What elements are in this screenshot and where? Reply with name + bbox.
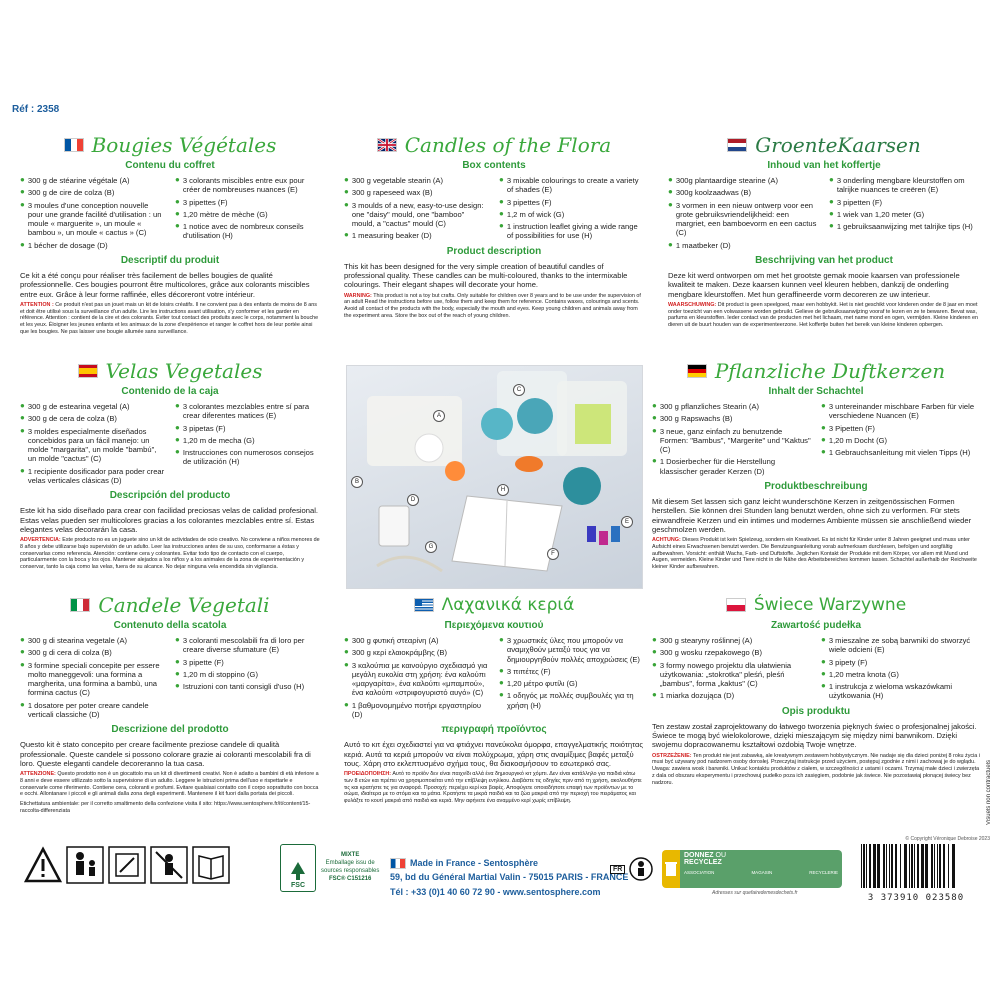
no-children-icon xyxy=(150,846,188,884)
warning-text: Dieses Produkt ist kein Spielzeug, sondern ein Kreativset. Es ist nicht für Kinder unter 8 Jahren geeignet und muss unter Aufsicht eines Erwachsenen benutzt werden. Die Benutzungsanleitung vorab aufmerksam durchlesen, befolgen und sorgfältig aufbewahren. Vorsicht: enthält Wachs, Farb- und Duftstoffe. Jeglichen Kontakt der Produkte mit dem Körper, vor allem mit Mund und Augen, vermeiden. Kleine Kinder und Tiere nicht in die Nähe des Arbeitsbereiches kommen lassen. Schachtel außerhalb der Reichweite kleiner Kinder aufbewahren. xyxy=(652,537,977,571)
list-item: 1,20 mètre de mèche (G) xyxy=(182,209,268,219)
list-item: 300 g de stéarine végétale (A) xyxy=(27,176,130,186)
barcode-bar xyxy=(873,844,876,888)
section-title: Candele Vegetali xyxy=(98,592,270,617)
footer xyxy=(12,842,988,912)
barcode-bar xyxy=(939,844,941,888)
recycle-url: Adresses sur quefairedemesdechets.fr xyxy=(712,890,798,896)
barcode-bar xyxy=(895,844,897,888)
made-in-france: Made in France - Sentosphère xyxy=(410,858,539,868)
barcode-bar xyxy=(889,844,890,888)
list-item: 3 pipetten (F) xyxy=(836,197,883,207)
list-item: 1 Dosierbecher für die Herstellung klassischer gerader Kerzen (D) xyxy=(659,457,776,476)
description: Ce kit a été conçu pour réaliser très facilement de belles bougies de qualité professionnelle. Ces bougies pourront être multicolores, grâce aux colorants miscibles entre eux. Grâce à leur forme raffinée, elles décoreront votre intérieur. xyxy=(20,271,310,299)
recycle-text: DONNEZ xyxy=(684,852,714,859)
list-item: 300 g de estearina vegetal (A) xyxy=(27,402,130,412)
recycle-banner xyxy=(662,850,842,888)
disclaimer-vertical: Visuels non contractuels xyxy=(986,760,992,825)
barcode-bar xyxy=(863,844,865,888)
section-title: Pflanzliche Duftkerzen xyxy=(714,358,946,383)
list-item: Instrucciones con numerosos consejos de utilización (H) xyxy=(182,448,314,467)
photo-label: B xyxy=(351,476,363,488)
photo-label: A xyxy=(433,410,445,422)
desc-heading: Beschrijving van het product xyxy=(755,254,893,266)
barcode-bar xyxy=(931,844,933,888)
list-item: 3 mixable colourings to create a variety of shades (E) xyxy=(506,176,639,195)
list-item: 3 vormen in een nieuw ontwerp voor een grote gebruiksvriendelijkheid: een margriet, een bamboevorm en een cactus (C) xyxy=(675,200,817,238)
section-pl: Świece Warzywne Zawartość pudełka ● 300 g stearyny roślinnej (A) ● 300 g wosku rzepakowego (B) ● 3 formy nowego projektu dla ułatwienia użytkowania: „stokrotka" pleśń, pleśń „bambus", forma „kaktus" (C) ● 1 miarka dozująca (D) ● 3 mieszalne ze sobą barwniki do stworzyć wiele odcieni (E) ● 3 pipety (F) ● 1,20 metra knota (G) ● 1 instrukcja z wieloma wskazówkami użytkowania (H) Opis produktu Ten zestaw został zaprojektowany do łatwego tworzenia pięknych świec o profesjonalnej jakości. Świece te mogą być wielokolorowe, dzięki mieszającym się między nimi barwnikom. Dzięki swojemu dopracowanemu kształtowi ozdobią Twoje wnętrze. OSTRZEŻENIE: Ten produkt nie jest zabawką, ale kreatywnym zestawem hobbystycznym. Nie nadaje się dla dzieci poniżej 8 roku życia i musi być używany pod nadzorem osoby dorosłej. Przeczytaj instrukcje przed użyciem, postępuj zgodnie z nimi i zachowaj je do wglądu. Uwaga: zawiera wosk i barwniki. Unikać kontaktu produktów z ciałem, w szczególności z ustami i oczami. Trzymaj małe dzieci i zwierzęta z dala od obszaru eksperymentu i przechowuj pudełko poza ich zasięgiem, podobnie jak świece. Nie pozostawiaj płonącej świecy bez nadzoru. xyxy=(652,594,980,786)
list-item: 300g koolzaadwas (B) xyxy=(675,188,751,198)
section-fr: Bougies Végétales Contenu du coffret ● 300 g de stéarine végétale (A) ● 300 g de cire de colza (B) ● 3 moules d'une conception nouvelle pour une grande facilité d'utilisation : un moule « marguerite », un moule « bambou », un moule « cactus » (C) ● 1 bécher de dosage (D) ● 3 colorants miscibles entre eux pour créer de nombreuses nuances (E) ● 3 pipettes (F) ● 1,20 mètre de mèche (G) ● 1 notice avec de nombreux conseils d'utilisation (H) Descriptif du produit Ce kit a été conçu pour réaliser très facilement de belles bougies de qualité professionnelle. Ces bougies pourront être multicolores, grâce aux colorants miscibles entre eux. Grâce à leur forme raffinée, elles décoreront votre intérieur. ATTENTION : Ce produit n'est pas un jouet mais un kit de loisirs créatifs. Il ne convient pas à des enfants de moins de 8 ans et doit être utilisé sous la surveillance d'un adulte. Lire les instructions avant utilisation, s'y conformer et les garder en référence. Attention : contient de la cire et des colorants. Éviter tout contact des produits avec le corps, notamment la bouche et les yeux. Éloigner les jeunes enfants et les animaux de la zone d'expérience et ranger le coffret hors de leur portée ainsi que les bougies. Ne pas laisser une bougie allumée sans surveillance. xyxy=(20,132,319,335)
barcode-number: 3 373910 023580 xyxy=(867,893,965,903)
section-title: Candles of the Flora xyxy=(404,132,612,157)
list-item: 300 g pflanzliches Stearin (A) xyxy=(659,402,760,412)
triman-icon xyxy=(628,856,654,882)
box-heading: Contenu du coffret xyxy=(125,160,215,171)
section-title: Λαχανικά κεριά xyxy=(441,594,575,615)
box-heading: Contenuto della scatola xyxy=(113,620,227,631)
list-item: 3 καλούπια με καινούργιο σχεδιασμό για μεγάλη ευκολία στη χρήση: ένα καλούπι «μαργαρίτα», ένα καλούπι «μπαμπού», ένα καλούπι «στριφογυριστό αυγό» (C) xyxy=(351,660,488,698)
france-flag-icon xyxy=(64,138,84,152)
photo-label: F xyxy=(547,548,559,560)
desc-heading: περιγραφή προϊόντος xyxy=(441,724,547,736)
list-item: 3 formy nowego projektu dla ułatwienia użytkowania: „stokrotka" pleśń, pleśń „bambus", forma „kaktus" (C) xyxy=(659,660,792,689)
barcode-bar xyxy=(925,844,928,888)
uk-flag-icon xyxy=(377,138,397,152)
desc-heading: Descripción del producto xyxy=(109,490,231,502)
recycle-category: ASSOCIATION xyxy=(684,869,715,875)
photo-label: G xyxy=(425,541,437,553)
warning-text: Αυτό το προϊόν δεν είναι παιχνίδι αλλά ένα δημιουργικό κιτ χόμπι. Δεν είναι κατάλληλο για παιδιά κάτω των 8 ετών και πρέπει να χρησιμοποιείται υπό την επίβλεψη ενηλίκου. Διαβάστε τις οδηγίες πριν από τη χρήση, ακολουθήστε τις και κρατήστε τις για αναφορά. Προσοχή: περιέχει κερί και βαφές. Αποφύγετε οποιαδήποτε επαφή των προϊόντων με το σώμα, ιδιαίτερα με το στόμα και τα μάτια. Κρατήστε τα μικρά παιδιά και τα ζώα μακριά από την περιοχή του πειράματος και φυλάξτε το κουτί μακριά από παιδιά και κεριά. Μην αφήνετε ένα αναμμένο κερί χωρίς επίβλεψη. xyxy=(344,771,642,805)
section-it: Candele Vegetali Contenuto della scatola ● 300 g di stearina vegetale (A) ● 300 g di cera di colza (B) ● 3 formine speciali concepite per essere molto maneggevoli: una formina a margherita, una formina a bambù, una formina cactus (C) ● 1 dosatore per poter creare candele verticali classiche (D) ● 3 coloranti mescolabili fra di loro per creare diverse sfumature (E) ● 3 pipette (F) ● 1,20 m di stoppino (G) ● Istruzioni con tanti consigli d'uso (H) Descrizione del prodotto Questo kit è stato concepito per creare facilmente preziose candele di qualità professionale. Queste candele si possono colorare grazie ai coloranti mescolabili fra di loro. Queste eleganti candele decoreranno la tua casa. ATTENZIONE: Questo prodotto non è un giocattolo ma un kit di divertimenti creativi. Non è adatto a bambini di età inferiore a 8 anni e deve essere utilizzato sotto la supervisione di un adulto. Leggere le istruzioni prima dell'uso e rispettarle e conservarle come riferimento. Contiene cera, coloranti e profumi. Evitare qualsiasi contatto con il corpo soprattutto con bocca e occhi. Allontanare i piccoli e gli animali dalla zona degli esperimenti. Mantenere il kit fuori dalla portata dei piccoli. Etichettatura ambientale: per il corretto smaltimento della confezione visita il sito: https://www.sentosphere.fr/it/content/15-raccolta-differenziata xyxy=(20,592,319,814)
warning-text: Ce produit n'est pas un jouet mais un kit de loisirs créatifs. Il ne convient pas à des enfants de moins de 8 ans et doit être utilisé sous la surveillance d'un adulte. Lire les instructions avant utilisation, s'y conformer et les garder en référence. Attention : contient de la cire et des colorants. Éviter tout contact des produits avec le corps, notamment la bouche et les yeux. Éloigner les jeunes enfants et les animaux de la zone d'expérience et ranger le coffret hors de leur portée ainsi que les bougies. Ne pas laisser une bougie allumée sans surveillance. xyxy=(20,301,319,335)
description: Αυτό το κιτ έχει σχεδιαστεί για να φτιάχνει πανεύκολα όμορφα, επαγγελματικής ποιότητας κεριά. Αυτά τα κεριά μπορούν να είναι πολύχρωμα, χάρη στις αναμίξιμες βαφές μεταξύ τους. Χάρη στο εκλεπτυσμένο σχήμα τους, θα διακοσμήσουν το εσωτερικό σας. xyxy=(344,740,644,768)
barcode-bar xyxy=(934,844,935,888)
box-heading: Zawartość pudełka xyxy=(770,620,862,631)
list-item: 3 colorants miscibles entre eux pour créer de nombreuses nuances (E) xyxy=(182,176,305,195)
desc-heading: Produktbeschreibung xyxy=(764,480,868,492)
section-nl: GroenteKaarsen Inhoud van het koffertje ● 300g plantaardige stearine (A) ● 300g koolzaadwas (B) ● 3 vormen in een nieuw ontwerp voor een grote gebruiksvriendelijkheid: een margriet, een bamboevorm en een cactus (C) ● 1 maatbeker (D) ● 3 onderling mengbare kleurstoffen om talrijke nuances te creëren (E) ● 3 pipetten (F) ● 1 wiek van 1,20 meter (G) ● 1 gebruiksaanwijzing met talrijke tips (H) Beschrijving van het product Deze kit werd ontworpen om met het grootste gemak mooie kaarsen van professionele kwaliteit te maken. Deze kaarsen kunnen veel kleuren hebben, dankzij de onderling mengbare kleurstoffen. Met hun geraffineerde vorm decoreren ze uw interieur. WAARSCHUWING: Dit product is geen speelgoed, maar een hobbykit. Het is niet geschikt voor kinderen onder de 8 jaar en moet onder toezicht van een volwassene worden gebruikt. Gelieve de gebruiksaanwijzing vooraf te lezen en ze te bewaren. Bevat was, parfums en kleurstoffen. Ieder contact van de producten met het lichaam, met name mond en ogen, vermijden. Kleine kinderen en dieren uit de buurt houden van de experimenteerzone. Het koffertje buiten het bereik van kleine kinderen opbergen. xyxy=(668,132,979,329)
section-de: Pflanzliche Duftkerzen Inhalt der Schachtel ● 300 g pflanzliches Stearin (A) ● 300 g Rapswachs (B) ● 3 neue, ganz einfach zu benutzende Formen: "Bambus", "Margerite" und "Kaktus" (C) ● 1 Dosierbecher für die Herstellung klassischer gerader Kerzen (D) ● 3 untereinander mischbare Farben für viele verschiedene Nuancen (E) ● 3 Pipetten (F) ● 1,20 m Docht (G) ● 1 Gebrauchsanleitung mit vielen Tipps (H) Produktbeschreibung Mit diesem Set lassen sich ganz leicht wunderschöne Kerzen in zeitgenössischen Formen herstellen. Sie können drei Stunden lang benutzt werden, ohne sich zu verformen. Für stets einwandfreie Kerzen und ein intimes und modernes Ambiente müssen sie anschließend wieder geschmolzen werden. ACHTUNG: Dieses Produkt ist kein Spielzeug, sondern ein Kreativset. Es ist nicht für Kinder unter 8 Jahren geeignet und muss unter Aufsicht eines Erwachsenen benutzt werden. Die Benutzungsanleitung vorab aufmerksam durchlesen, befolgen und sorgfältig aufbewahren. Vorsicht: enthält Wachs, Farb- und Duftstoffe. Jeglichen Kontakt der Produkte mit dem Körper, vor allem mit Mund und Augen, vermeiden. Kleine Kinder und Tiere nicht in die Nähe des Arbeitsbereiches kommen lassen. Schachtel außerhalb der Reichweite kleiner Kinder aufbewahren. xyxy=(652,358,980,574)
desc-heading: Opis produktu xyxy=(781,705,851,717)
list-item: 300 g κερί ελαιοκράμβης (B) xyxy=(351,648,447,658)
description: This kit has been designed for the very simple creation of beautiful candles of professional quality. These candles can be multi-coloured, thanks to the intermixable colourings. Their elegant shapes will decorate your home. xyxy=(344,261,628,290)
barcode-bar xyxy=(921,844,924,888)
list-item: 1,2 m of wick (G) xyxy=(506,209,565,219)
barcode-bar xyxy=(943,844,945,888)
list-item: 300 g de cire de colza (B) xyxy=(27,188,115,198)
warning-label: ATTENTION : xyxy=(20,301,54,308)
safety-icons xyxy=(24,846,230,884)
description: Questo kit è stato concepito per creare facilmente preziose candele di qualità professionale. Queste candele si possono colorare grazie ai coloranti mescolabili fra di loro. Queste eleganti candele decoreranno la tua casa. xyxy=(20,740,311,768)
list-item: 3 moulds of a new, easy-to-use design: one "daisy" mould, one "bamboo" mould, a "cactus" mould (C) xyxy=(351,200,484,229)
product-illustration xyxy=(347,366,642,588)
list-item: 1 gebruiksaanwijzing met talrijke tips (H) xyxy=(836,222,973,232)
list-item: 3 coloranti mescolabili fra di loro per creare diverse sfumature (E) xyxy=(182,636,305,655)
box-heading: Περιεχόμενα κουτιού xyxy=(444,620,544,631)
poland-flag-icon xyxy=(726,598,746,612)
section-title: Bougies Végétales xyxy=(91,132,277,157)
italy-flag-icon xyxy=(70,598,90,612)
env-label: Etichettatura ambientale: per il corretto smaltimento della confezione visita il sito: https://www.sentosphere.fr/it/content/15-raccolta-differenziata xyxy=(20,801,311,814)
recycle-text: RECYCLEZ xyxy=(684,859,722,867)
list-item: 300 g stearyny roślinnej (A) xyxy=(659,636,753,646)
list-item: 300 g φυτική στεαρίνη (A) xyxy=(351,636,439,646)
list-item: 3 pipette (F) xyxy=(182,657,224,667)
list-item: 3 untereinander mischbare Farben für viele verschiedene Nuancen (E) xyxy=(828,402,975,421)
reference-number: Réf : 2358 xyxy=(12,104,60,115)
warning-label: ATTENZIONE: xyxy=(20,771,56,778)
list-item: 1 wiek van 1,20 meter (G) xyxy=(836,209,925,219)
phone-website: Tél : +33 (0)1 40 60 72 90 - www.sentosphere.com xyxy=(390,886,601,897)
photo-label: E xyxy=(621,516,633,528)
barcode-bar xyxy=(877,844,880,888)
fsc-line: sources responsables xyxy=(321,868,380,874)
fsc-line: MIXTE xyxy=(341,852,360,859)
list-item: 3 pipettes (F) xyxy=(182,197,228,207)
list-item: 1 measuring beaker (D) xyxy=(351,231,432,241)
barcode-bar xyxy=(948,844,949,888)
list-item: 1 maatbeker (D) xyxy=(675,240,731,250)
fsc-logo-icon xyxy=(280,844,316,892)
tools-icon xyxy=(108,846,146,884)
list-item: 3 mieszalne ze sobą barwniki do stworzyć wiele odcieni (E) xyxy=(828,636,971,655)
barcode-bar xyxy=(891,844,893,888)
list-item: 1 dosatore per poter creare candele verticali classiche (D) xyxy=(27,700,149,719)
barcode-bar xyxy=(904,844,907,888)
list-item: 3 neue, ganz einfach zu benutzende Formen: "Bambus", "Margerite" und "Kaktus" (C) xyxy=(659,426,811,455)
fsc-line: Emballage issu de xyxy=(325,860,375,867)
list-item: 3 onderling mengbare kleurstoffen om talrijke nuances te creëren (E) xyxy=(836,176,965,195)
company-info xyxy=(390,856,628,899)
list-item: 1 recipiente dosificador para poder crear velas verticales clásicas (D) xyxy=(27,466,165,485)
list-item: 300 g Rapswachs (B) xyxy=(659,414,733,424)
list-item: 1 instruction leaflet giving a wide range of possibilities for use (H) xyxy=(506,222,638,241)
list-item: 3 χρωστικές ύλες που μπορούν να αναμιχθούν μεταξύ τους για να δημιουργηθούν πολλές αποχρώσεις (E) xyxy=(506,636,640,664)
list-item: 3 formine speciali concepite per essere molto maneggevoli: una formina a margherita, una formina a bambù, una formina cactus (C) xyxy=(27,660,160,698)
barcode-bar xyxy=(914,844,915,888)
netherlands-flag-icon xyxy=(727,138,747,152)
barcode-bar xyxy=(911,844,913,888)
warning-label: OSTRZEŻENIE: xyxy=(652,752,692,759)
desc-heading: Product description xyxy=(446,245,542,257)
warning-text: Dit product is geen speelgoed, maar een hobbykit. Het is niet geschikt voor kinderen onder de 8 jaar en moet onder toezicht van een volwassene worden gebruikt. Gelieve de gebruiksaanwijzing vooraf te lezen en ze te bewaren. Bevat was, parfums en kleurstoffen. Ieder contact van de producten met het lichaam, met name mond en ogen, vermijden. Kleine kinderen en dieren uit de buurt houden van de experimenteerzone. Het koffertje buiten het bereik van kleine kinderen opbergen. xyxy=(668,301,979,329)
warning-label: ACHTUNG: xyxy=(652,537,681,544)
section-gr: Λαχανικά κεριά Περιεχόμενα κουτιού ● 300 g φυτική στεαρίνη (A) ● 300 g κερί ελαιοκράμβης (B) ● 3 καλούπια με καινούργιο σχεδιασμό για μεγάλη ευκολία στη χρήση: ένα καλούπι «μαργαρίτα», ένα καλούπι «μπαμπού», ένα καλούπι «στριφογυριστό αυγό» (C) ● 1 βαθμονομημένο ποτήρι εργαστηρίου (D) ● 3 χρωστικές ύλες που μπορούν να αναμιχθούν μεταξύ τους για να δημιουργηθούν πολλές αποχρώσεις (E) ● 3 πιπέτες (F) ● 1,20 μέτρο φυτίλι (G) ● 1 οδηγός με πολλές συμβουλές για τη χρήση (H) περιγραφή προϊόντος Αυτό το κιτ έχει σχεδιαστεί για να φτιάχνει πανεύκολα όμορφα, επαγγελματικής ποιότητας κεριά. Αυτά τα κεριά μπορούν να είναι πολύχρωμα, χάρη στις αναμίξιμες βαφές μεταξύ τους. Χάρη στο εκλεπτυσμένο σχήμα τους, θα διακοσμήσουν το εσωτερικό σας. ΠΡΟΕΙΔΟΠΟΙΗΣΗ: Αυτό το προϊόν δεν είναι παιχνίδι αλλά ένα δημιουργικό κιτ χόμπι. Δεν είναι κατάλληλο για παιδιά κάτω των 8 ετών και πρέπει να χρησιμοποιείται υπό την επίβλεψη ενηλίκου. Διαβάστε τις οδηγίες πριν από τη χρήση, ακολουθήστε τις και κρατήστε τις για αναφορά. Προσοχή: περιέχει κερί και βαφές. Αποφύγετε οποιαδήποτε επαφή των προϊόντων με το σώμα, ιδιαίτερα με το στόμα και τα μάτια. Κρατήστε τα μικρά παιδιά και τα ζώα μακριά από την περιοχή του πειράματος και φυλάξτε το κουτί μακριά από παιδιά και κεριά. Μην αφήνετε ένα αναμμένο κερί χωρίς επίβλεψη. xyxy=(344,594,644,805)
list-item: 1,20 m de mecha (G) xyxy=(182,435,255,445)
bin-icon xyxy=(662,850,680,888)
box-heading: Inhalt der Schachtel xyxy=(768,386,864,397)
section-title: GroenteKaarsen xyxy=(755,132,921,157)
list-item: 300 g de cera de colza (B) xyxy=(27,414,117,424)
barcode-bar xyxy=(900,844,901,888)
box-heading: Contenido de la caja xyxy=(121,386,219,397)
list-item: 300 g wosku rzepakowego (B) xyxy=(659,648,762,658)
barcode-bar xyxy=(952,844,955,888)
warning-text: Ten produkt nie jest zabawką, ale kreatywnym zestawem hobbystycznym. Nie nadaje się dla dzieci poniżej 8 roku życia i musi być używany pod nadzorem osoby dorosłej. Przeczytaj instrukcje przed użyciem, postępuj zgodnie z nimi i zachowaj je do wglądu. Uwaga: zawiera wosk i barwniki. Unikać kontaktu produktów z ciałem, w szczególności z ustami i oczami. Trzymaj małe dzieci i zwierzęta z dala od obszaru eksperymentu i przechowuj pudełko poza ich zasięgiem, podobnie jak świece. Nie pozostawiaj płonącej świecy bez nadzoru. xyxy=(652,752,980,786)
adult-supervision-icon xyxy=(66,846,104,884)
barcode-bars xyxy=(857,844,975,888)
barcode-bar xyxy=(886,844,887,888)
list-item: 3 pipety (F) xyxy=(828,657,868,667)
spain-flag-icon xyxy=(78,364,98,378)
barcode-bar xyxy=(869,844,871,888)
photo-label: D xyxy=(407,494,419,506)
section-en: Candles of the Flora Box contents ● 300 g vegetable stearin (A) ● 300 g rapeseed wax (B) ● 3 moulds of a new, easy-to-use design: one "daisy" mould, one "bamboo" mould, a "cactus" mould (C) ● 1 measuring beaker (D) ● 3 mixable colourings to create a variety of shades (E) ● 3 pipettes (F) ● 1,2 m of wick (G) ● 1 instruction leaflet giving a wide range of possibilities for use (H) Product description This kit has been designed for the very simple creation of beautiful candles of professional quality. These candles can be multi-coloured, thanks to the intermixable colourings. Their elegant shapes will decorate your home. WARNING: This product is not a toy but crafts. Only suitable for children over 8 years and to be use under the supervision of an adult Read the instructions before use, follow them and keep them for reference. Contains waxes, colourings and scents. Avoid all contact of the products with the body, especially the mouth and eyes. Keep young children and animals away from the experiment area. Store the box out of the reach of young children. xyxy=(344,132,644,323)
warning-label: WARNING: xyxy=(344,292,372,299)
description: Deze kit werd ontworpen om met het grootste gemak mooie kaarsen van professionele kwaliteit te maken. Deze kaarsen kunnen veel kleuren hebben, dankzij de onderling mengbare kleurstoffen. Met hun geraffineerde vorm decoreren ze uw interieur. xyxy=(668,271,960,299)
copyright: © Copyright Véronique Debroise 2023 xyxy=(905,836,990,842)
barcode-bar xyxy=(866,844,867,888)
warning-text: Este producto no es un juguete sino un kit de actividades de ocio creativo. No conviene a niños menores de 8 años y debe utilizarse bajo supervisión de un adulto. Leer las instrucciones antes de su uso, conformarse a éstas y conservarlas como referencia. Atención: contiene cera y colorantes. Evitar todo tipo de contacto con el cuerpo, particularmente con la boca y los ojos. Mantener alejados a los niños y a los animales de la zona de experimentación y conservar, tanto la caja como las velas, fuera de su alcance. No dejar ninguna vela encendida sin vigilancia. xyxy=(20,537,320,571)
warning-label: ΠΡΟΕΙΔΟΠΟΙΗΣΗ: xyxy=(344,771,392,778)
list-item: 1,20 m Docht (G) xyxy=(828,435,888,445)
section-title: Świece Warzywne xyxy=(753,594,907,615)
list-item: 300 g vegetable stearin (A) xyxy=(351,176,444,186)
warning-label: ADVERTENCIA: xyxy=(20,537,61,544)
warning-triangle-icon xyxy=(24,846,62,884)
list-item: 3 colorantes mezclables entre sí para crear diferentes matices (E) xyxy=(182,402,310,421)
photo-label: H xyxy=(497,484,509,496)
warning-text: This product is not a toy but crafts. Only suitable for children over 8 years and to be use under the supervision of an adult Read the instructions before use, follow them and keep them for reference. Contains waxes, colourings and scents. Avoid all contact of the products with the body, especially the mouth and eyes. Keep young children and animals away from the experiment area. Store the box out of the reach of young children. xyxy=(344,292,641,319)
germany-flag-icon xyxy=(687,364,707,378)
product-photo xyxy=(346,365,643,589)
barcode-bar xyxy=(861,844,862,888)
warning-text: Questo prodotto non è un giocattolo ma un kit di divertimenti creativi. Non è adatto a bambini di età inferiore a 8 anni e deve essere utilizzato sotto la supervisione di un adulto. Leggere le istruzioni prima dell'uso e rispettarle e conservarle come riferimento. Contiene cera, coloranti e profumi. Evitare qualsiasi contatto con il corpo soprattutto con bocca e occhi. Allontanare i piccoli e gli animali dalla zona degli esperimenti. Mantenere il kit fuori dalla portata dei piccoli. xyxy=(20,771,319,798)
recycle-category: RECYCLERIE xyxy=(809,869,838,875)
triman-block xyxy=(610,856,654,882)
barcode-bar xyxy=(909,844,910,888)
desc-heading: Descriptif du produit xyxy=(120,254,220,266)
list-item: 1,20 μέτρο φυτίλι (G) xyxy=(506,679,578,689)
france-flag-icon xyxy=(390,858,406,869)
list-item: 3 pipetas (F) xyxy=(182,423,226,433)
recycle-text: OU xyxy=(715,852,727,859)
description: Ten zestaw został zaprojektowany do łatwego tworzenia pięknych świec o profesjonalnej jakości. Świece te mogą być wielokolorowe, dzięki mieszającym się między nimi barwnikom. Dzięki swojemu dopracowanemu kształtowi ozdobią Twoje wnętrze. xyxy=(652,721,977,750)
desc-heading: Descrizione del prodotto xyxy=(111,724,229,736)
photo-label: C xyxy=(513,384,525,396)
list-item: 3 πιπέτες (F) xyxy=(506,666,551,676)
list-item: 3 moules d'une conception nouvelle pour une grande facilité d'utilisation : un moule « marguerite », un moule « bambou », un moule « cactus » (C) xyxy=(27,200,162,238)
list-item: 1,20 metra knota (G) xyxy=(828,669,899,679)
triman-fr: FR xyxy=(610,865,625,874)
list-item: 3 pipettes (F) xyxy=(506,197,552,207)
warning-label: WAARSCHUWING: xyxy=(668,301,717,308)
barcode-bar xyxy=(883,844,885,888)
fsc-logo-text: FSC xyxy=(291,882,305,889)
barcode-bar xyxy=(917,844,919,888)
address: 59, bd du Général Martial Valin - 75015 PARIS - FRANCE xyxy=(390,872,629,883)
list-item: 3 Pipetten (F) xyxy=(828,423,875,433)
list-item: 1 οδηγός με πολλές συμβουλές για τη χρήση (H) xyxy=(506,691,634,710)
list-item: 300 g rapeseed wax (B) xyxy=(351,188,433,198)
list-item: 1 instrukcja z wieloma wskazówkami użytkowania (H) xyxy=(828,682,953,701)
section-title: Velas Vegetales xyxy=(105,358,263,383)
list-item: Istruzioni con tanti consigli d'uso (H) xyxy=(182,682,305,692)
recycle-category: MAGASIN xyxy=(751,869,773,875)
list-item: 300g plantaardige stearine (A) xyxy=(675,176,779,186)
fsc-line: FSC® C151216 xyxy=(328,875,372,882)
description: Este kit ha sido diseñado para crear con facilidad preciosas velas de calidad profesional. Estas velas pueden ser multicolores gracias a los colorantes mezclables entre sí. Estas elegantes velas decorarán la casa. xyxy=(20,506,319,534)
fsc-block xyxy=(280,844,379,892)
greece-flag-icon xyxy=(414,598,434,612)
list-item: 1 miarka dozująca (D) xyxy=(659,691,735,701)
list-item: 1 bécher de dosage (D) xyxy=(27,240,108,250)
barcode xyxy=(857,844,975,903)
list-item: 300 g di cera di colza (B) xyxy=(27,648,112,658)
box-heading: Box contents xyxy=(462,160,526,171)
list-item: 1 Gebrauchsanleitung mit vielen Tipps (H) xyxy=(828,448,971,458)
list-item: 1 βαθμονομημένο ποτήρι εργαστηρίου (D) xyxy=(351,700,482,719)
list-item: 300 g di stearina vegetale (A) xyxy=(27,636,128,646)
list-item: 3 moldes especialmente diseñados concebidos para un fácil manejo: un molde "margarita", un molde "bambú", un molde "cactus" (C) xyxy=(27,426,157,464)
list-item: 1,20 m di stoppino (G) xyxy=(182,669,258,679)
list-item: 1 notice avec de nombreux conseils d'utilisation (H) xyxy=(182,222,304,241)
barcode-bar xyxy=(937,844,938,888)
read-instructions-icon xyxy=(192,846,230,884)
section-es: Velas Vegetales Contenido de la caja ● 300 g de estearina vegetal (A) ● 300 g de cera de colza (B) ● 3 moldes especialmente diseñados concebidos para un fácil manejo: un molde "margarita", un molde "bambú", un molde "cactus" (C) ● 1 recipiente dosificador para poder crear velas verticales clásicas (D) ● 3 colorantes mezclables entre sí para crear diferentes matices (E) ● 3 pipetas (F) ● 1,20 m de mecha (G) ● Instrucciones con numerosos consejos de utilización (H) Descripción del producto Este kit ha sido diseñado para crear con facilidad preciosas velas de calidad profesional. Estas velas pueden ser multicolores gracias a los colorantes mezclables entre sí. Estas elegantes velas decorarán la casa. ADVERTENCIA: Este producto no es un juguete sino un kit de actividades de ocio creativo. No conviene a niños menores de 8 años y debe utilizarse bajo supervisión de un adulto. Leer las instrucciones antes de su uso, conformarse a éstas y conservarlas como referencia. Atención: contiene cera y colorantes. Evitar todo tipo de contacto con el cuerpo, particularmente con la boca y los ojos. Mantener alejados a los niños y a los animales de la zona de experimentación y conservar, tanto la caja como las velas, fuera de su alcance. No dejar ninguna vela encendida sin vigilancia. xyxy=(20,358,320,571)
description: Mit diesem Set lassen sich ganz leicht wunderschöne Kerzen in zeitgenössischen Formen herstellen. Sie können drei Stunden lang benutzt werden, ohne sich zu verformen. Für stets einwandfreie Kerzen und ein intimes und modernes Ambiente müssen sie anschließend wieder geschmolzen werden. xyxy=(652,497,972,534)
box-heading: Inhoud van het koffertje xyxy=(767,160,881,171)
